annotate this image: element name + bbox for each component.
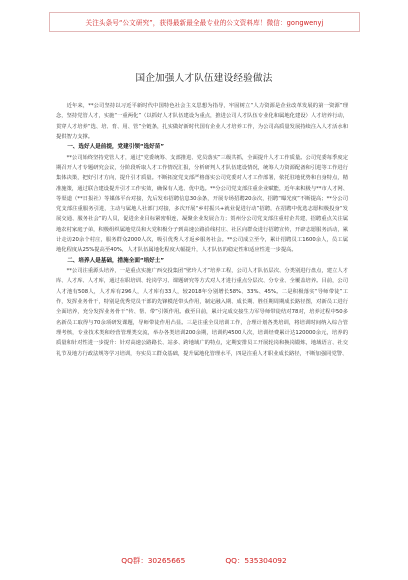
promo-banner xyxy=(49,12,360,32)
document-body xyxy=(56,101,348,359)
section-2-paragraph: **公司注重源头培养，一是重点实施广西交投集团“壁玲人才”培养工程，公司人才队伍层次、分类别进行盘点，建立人才库、人才库、人才库，通过在职培训、轮岗学习、课题研究等方式对人才进行重点分层次、分专业、全覆盖培养。目前，公司人才池有508人，人才库有296人，人才库有33人，较2018年分别增长58%、33%、45%。二是积极落实“导师带徒”工作，发挥业务骨干，特别是优秀党员干部的先锋模范带头作用，制定融入期、成长期、胜任期周期成长路径图，对新员工进行全面培养，充分发挥业务骨干“传、帮、带”引领作用。截至目前，累计完成交接生力军导师带徒结对78对，培养过程中50多名新员工取得与70余项研发课题，导师带徒作用凸显。三是注重全员培训工作，合理计划各类培训，将培训时间纳入综合管理考核，专业技术类和经营管理类交流，举办各类培训200余期，培训约4500人次，培训经费累计达120000余元，培养的质量和针对性进一步提升：针对高速公路路长、站多、跨地域广的特点，定期安排员工开展轮岗和换岗锻炼，地域语言、社交礼节及地方行政法规等学习培训，夯实员工群众基础，提升属地化管理水平，四是注重人才职业成长路径，不断加强同党警、 xyxy=(56,268,348,357)
contact-footer xyxy=(0,555,408,566)
section-1-paragraph: **公司始终坚持党管人才，通过“党委统筹、支部推进、党员落实”三级共抓，全面提升人才工作质量。公司党委每季度定期召开人才专题研究会议，分阶段听取人才工作情况汇报，分析研判人才队伍建设情况，统筹人力资源配备和引进等工作进行集体决策，把好引才方向，提升引才质量。不断拓宽党支部严格落实公司党委对人才工作部署，依托驻地优势和自身特点，精准施策，通过联合建设提升引才工作实效，确保有人选、优中选。**分公司党支部注重企业赋能，近年来积极与**市人才网、等渠道（**日报社）等媒体平台对接，先后发布招聘信息30余条，开展专场招聘20余次，招聘“曝光度”不断提高；**分公司党支部注重服务引进，主动与属地人社部门对接，多次开展“乡村振兴+就业促进行动”招聘，在招聘中优选志愿积极投身“发展交通、服务社会”的人员，促进企业目标紧密相连，凝聚企业发展合力；贺州分公司党支部注重村企共建，招聘重点关注属地农村家庭子弟，积极组织属地党员和大党积极分子到高速公路沿线村庄、社区向群众进行招聘宣传，开辟志愿服务活动，累计走访20余个村庄，服务群众2000人次，吸引优秀人才返乡服务社会。**公司成立至今，累计招聘员工1600余人，员工属地化程度从25%提高至40%，人才队伍属地化程度大幅提升，人才队伍的稳定性和适应性进一步提高。 xyxy=(56,154,348,254)
section-1-heading: 一、选好人是前提，党建引领“选好苗” xyxy=(67,144,165,151)
section-2-heading: 二、培养人是基础，措施全面“培好土” xyxy=(67,257,165,264)
qq-group-text: QQ群：30265665 xyxy=(121,556,186,565)
qq-text: QQ：535304092 xyxy=(225,556,287,565)
document-title: 国企加强人才队伍建设经验做法 xyxy=(135,73,273,84)
promo-banner-text: 关注头条号“公文研究”，获得最新最全最专业的公文资料库！微信：gongwenyj xyxy=(85,19,324,27)
intro-paragraph: 近年来，**公司坚持以习近平新时代中国特色社会主义思想为指导，牢固树立“人力资源是企业改革发展的第一资源”理念，坚持党管人才，实施“一重两化”（以抓好人才队伍建设为重点，推进公司人才队伍专业化和属地化建设）人才培养行动，贯穿人才培养“选、培、育、用、管”全链条，扎实做好新时代国有企业人才培养工作，为公司高质量发展持续注入人才活水和提供智力支撑。 xyxy=(56,103,348,140)
